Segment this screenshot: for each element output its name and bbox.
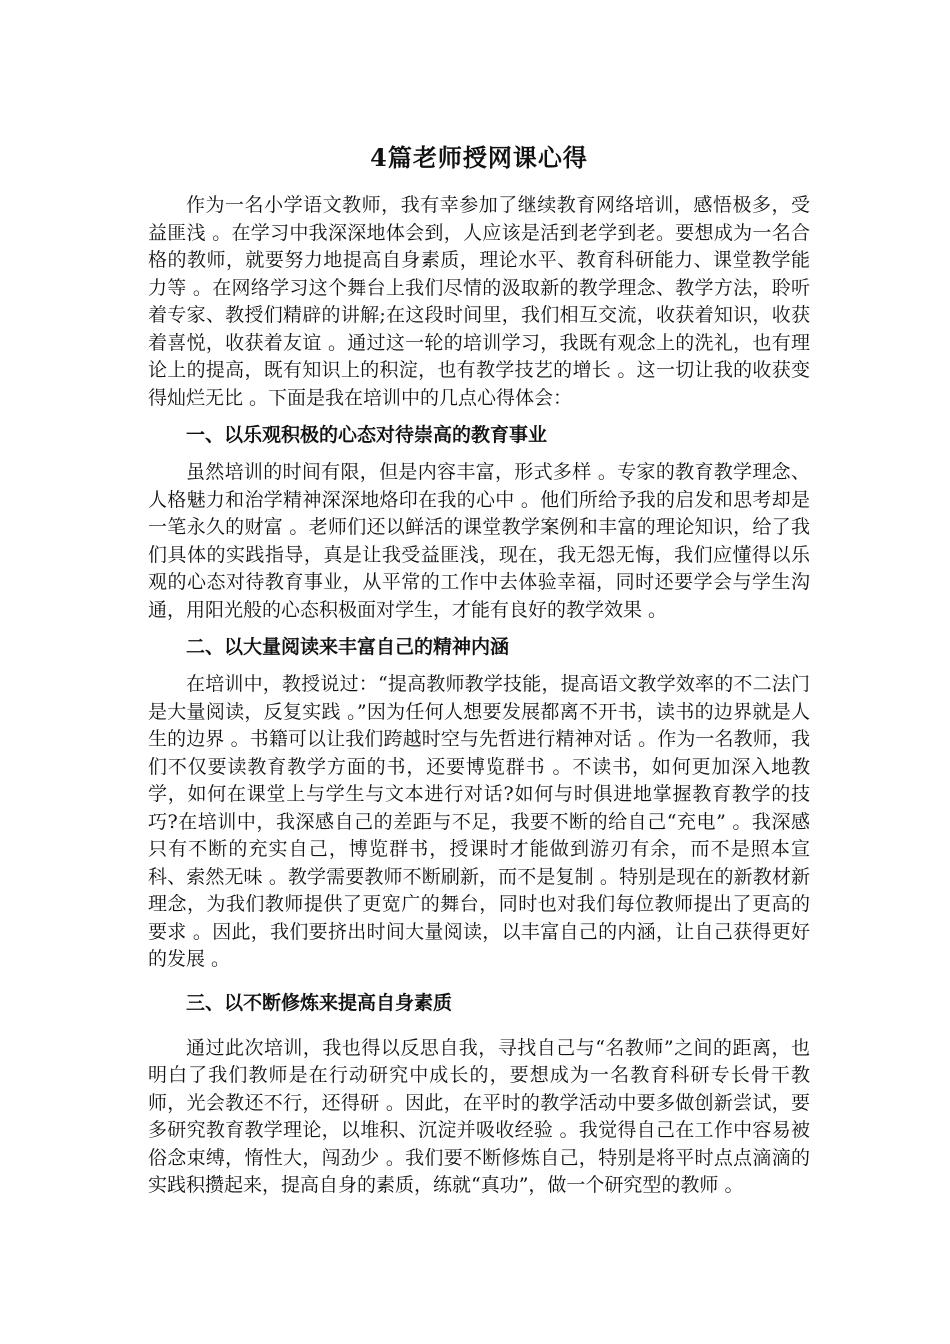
section-2-body: 在培训中，教授说过：“提高教师教学技能，提高语文教学效率的不二法门是大量阅读，反复实践 。”因为任何人想要发展都离不开书，读书的边界就是人生的边界 。书籍可以让我们跨越时空与先哲进行精神对话 。作为一名教师，我们不仅要读教育教学方面的书，还要博览群书 。不读书，如何更加深入地教学，如何在课堂上与学生与文本进行对话?如何与时俱进地掌握教育教学的技巧?在培训中，我深感自己的差距与不足，我要不断的给自己“充电” 。我深感只有不断的充实自己，博览群书，授课时才能做到游刃有余，而不是照本宣科、索然无味 。教学需要教师不断刷新，而不是复制 。特别是现在的新教材新理念，为我们教师提供了更宽广的舞台，同时也对我们每位教师提出了更高的要求 。因此，我们要挤出时间大量阅读，以丰富自己的内涵，让自己获得更好的发展 。 — [148, 673, 810, 970]
section-3-heading: 三、以不断修炼来提高自身素质 — [186, 991, 453, 1014]
section-2-heading: 二、以大量阅读来丰富自己的精神内涵 — [186, 636, 510, 658]
section-1-body: 虽然培训的时间有限，但是内容丰富，形式多样 。专家的教育教学理念、人格魅力和治学精神深深地烙印在我的心中 。他们所给予我的启发和思考却是一笔永久的财富 。老师们还以鲜活的课堂教学案例和丰富的理论知识，给了我们具体的实践指导，真是让我受益匪浅，现在，我无怨无悔，我们应懂得以乐观的心态对待教育事业，从平常的工作中去体验幸福，同时还要学会与学生沟通，用阳光般的心态积极面对学生，才能有良好的教学效果 。 — [148, 461, 810, 621]
document-title: 4篇老师授网课心得 — [370, 143, 588, 172]
intro-paragraph: 作为一名小学语文教师，我有幸参加了继续教育网络培训，感悟极多，受益匪浅 。在学习中我深深地体会到，人应该是活到老学到老。要想成为一名合格的教师，就要努力地提高自身素质，理论水平、教育科研能力、课堂教学能力等 。在网络学习这个舞台上我们尽情的汲取新的教学理念、教学方法，聆听着专家、教授们精辟的讲解;在这段时间里，我们相互交流，收获着知识，收获着喜悦，收获着友谊 。通过这一轮的培训学习，我既有观念上的洗礼，也有理论上的提高，既有知识上的积淀，也有教学技艺的增长 。这一切让我的收获变得灿烂无比 。下面是我在培训中的几点心得体会： — [148, 194, 810, 409]
section-3-body: 通过此次培训，我也得以反思自我，寻找自己与“名教师”之间的距离，也明白了我们教师是在行动研究中成长的，要想成为一名教育科研专长骨干教师，光会教还不行，还得研 。因此，在平时的教学活动中要多做创新尝试，要多研究教育教学理论，以堆积、沉淀并吸收经验 。我觉得自己在工作中容易被俗念束缚，惰性大，闯劲少 。我们要不断修炼自己，特别是将平时点点滴滴的实践积攒起来，提高自身的素质，练就“真功”，做一个研究型的教师 。 — [148, 1036, 810, 1196]
document-page — [148, 138, 810, 1200]
section-1-heading: 一、以乐观积极的心态对待崇高的教育事业 — [186, 424, 548, 446]
